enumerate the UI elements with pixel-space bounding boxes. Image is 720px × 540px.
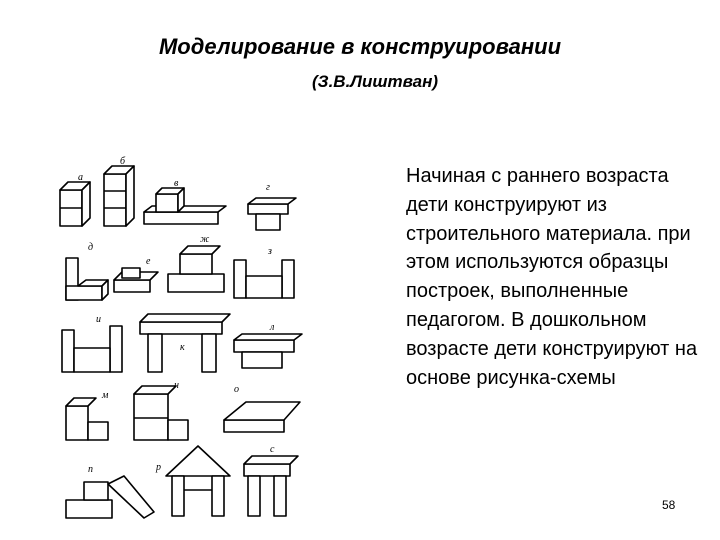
- construction-a: [60, 166, 134, 226]
- construction-m: [66, 398, 108, 440]
- page-number: 58: [662, 498, 676, 512]
- construction-k: [140, 314, 230, 372]
- slide-title: Моделирование в конструировании: [158, 34, 562, 59]
- figure-label-v: в: [174, 178, 179, 189]
- body-paragraph: Начиная с раннего возраста дети конструируют из строительного материала. при этом используются образцы построек, выполненные педагогом. В дошкольном возрасте дети конструируют на основе рисунка-схемы: [406, 165, 698, 389]
- figure-label-r: р: [156, 462, 161, 473]
- figure-label-z: з: [268, 246, 272, 257]
- figure-label-d: д: [88, 242, 94, 253]
- construction-o: [224, 402, 300, 432]
- construction-r: [166, 446, 230, 516]
- construction-s: [244, 456, 298, 516]
- figure-label-n: н: [174, 380, 179, 391]
- construction-n: [134, 386, 188, 440]
- figure-label-m: м: [102, 390, 109, 401]
- figure-label-o: о: [234, 384, 239, 395]
- figure-label-l: л: [270, 322, 275, 333]
- figure-label-p: п: [88, 464, 93, 475]
- slide-subtitle: (З.В.Лиштван): [311, 72, 439, 91]
- figure-label-g: г: [266, 182, 270, 193]
- figure-label-b: б: [120, 156, 126, 167]
- figure-label-e: е: [146, 256, 151, 267]
- construction-v: [144, 188, 226, 224]
- construction-i: [62, 326, 122, 372]
- construction-p: [66, 476, 154, 518]
- figure-label-k: к: [180, 342, 185, 353]
- figure-label-a: а: [78, 172, 83, 183]
- block-drawings-svg: [48, 150, 308, 530]
- block-constructions-figure: [48, 150, 308, 530]
- construction-z: [234, 260, 294, 298]
- construction-g: [248, 198, 296, 230]
- figure-label-zh: ж: [200, 234, 210, 245]
- figure-label-i: и: [96, 314, 101, 325]
- construction-zh: [168, 246, 224, 292]
- construction-l: [234, 334, 302, 368]
- construction-e: [114, 268, 158, 292]
- figure-label-s: с: [270, 444, 275, 455]
- construction-d: [66, 258, 108, 300]
